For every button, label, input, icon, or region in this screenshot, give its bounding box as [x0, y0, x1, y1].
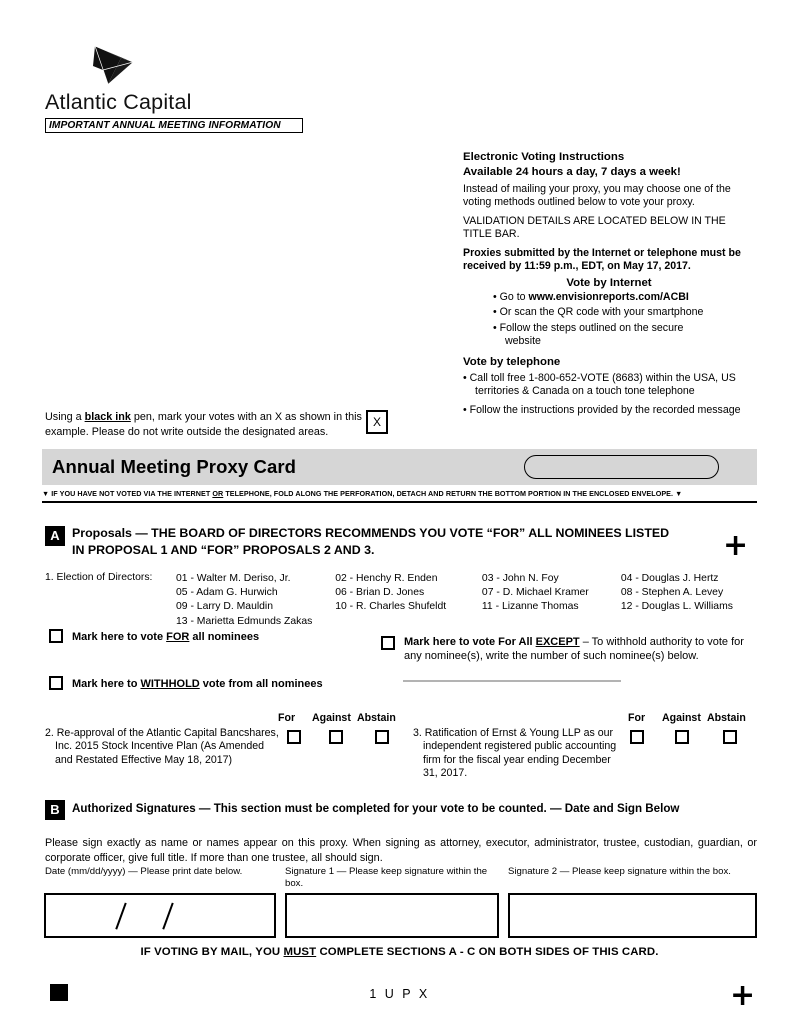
nominee-item: 12 - Douglas L. Williams — [620, 601, 733, 613]
nominee-item: 07 - D. Michael Kramer — [481, 587, 589, 599]
evi-deadline: Proxies submitted by the Internet or telephone must be received by 11:59 p.m., EDT, on May 17, 2017. — [463, 247, 741, 273]
perforation-rule — [42, 501, 757, 503]
vote-by-internet-heading: Vote by Internet — [566, 276, 652, 289]
mail-note-pre: IF VOTING BY MAIL, YOU — [140, 946, 284, 958]
internet-bullet-prefix: • Go to — [493, 290, 529, 303]
nominee-row — [176, 572, 756, 586]
registration-plus-icon-bottom: + — [730, 978, 756, 1013]
section-b-badge: B — [45, 800, 65, 820]
nominee-item: 09 - Larry D. Mauldin — [176, 601, 274, 613]
perforation-text-after: TELEPHONE, FOLD ALONG THE PERFORATION, DETACH AND RETURN THE BOTTOM PORTION IN THE ENCLOSED ENVELOPE. ▼ — [223, 489, 683, 498]
label-vote-for-all-em: FOR — [166, 631, 190, 643]
checkbox-proposal-2-abstain[interactable] — [375, 730, 389, 744]
proposal-1-label: 1. Election of Directors: — [45, 572, 153, 583]
label-withhold-pre: Mark here to — [72, 678, 141, 690]
proposal-2-header-abstain: Abstain — [357, 712, 396, 724]
internet-bullet-steps — [493, 322, 755, 349]
nominee-item: 03 - John N. Foy — [481, 573, 559, 584]
signature-1-label: Signature 1 — Please keep signature within the box. — [285, 866, 488, 889]
signature-2-label: Signature 2 — Please keep signature within the box. — [508, 866, 731, 877]
ink-instruction — [45, 410, 370, 439]
telephone-bullet-call-text: • Call toll free 1-800-652-VOTE (8683) within the USA, US — [463, 371, 736, 384]
signature-2-input-box[interactable] — [508, 893, 757, 938]
checkbox-proposal-2-for[interactable] — [287, 730, 301, 744]
nominee-item: 04 - Douglas J. Hertz — [620, 573, 719, 584]
proposal-2-text: 2. Re-approval of the Atlantic Capital Bancshares, Inc. 2015 Stock Incentive Plan (As Amended and Restated Effective May 18, 2017) — [45, 727, 279, 766]
evi-intro: Instead of mailing your proxy, you may choose one of the voting methods outlined below to vote your proxy. — [463, 183, 731, 208]
registration-plus-icon-top: + — [723, 528, 749, 563]
nominee-item: 05 - Adam G. Hurwich — [176, 587, 278, 599]
evi-heading: Electronic Voting Instructions — [463, 151, 625, 163]
section-a-heading-line1: Proposals — THE BOARD OF DIRECTORS RECOMMENDS YOU VOTE “FOR” ALL NOMINEES LISTED — [72, 526, 670, 540]
label-except-em: EXCEPT — [535, 636, 580, 648]
nominee-item: 02 - Henchy R. Enden — [335, 573, 438, 584]
nominee-item: 13 - Marietta Edmunds Zakas — [176, 615, 313, 627]
nominee-item: 08 - Stephen A. Levey — [620, 587, 724, 599]
label-for-all-except — [404, 635, 752, 664]
nominee-row — [176, 600, 756, 614]
ink-instruction-part2: pen, mark your votes with an X as shown in this example. Please do not write outside the designated areas. — [45, 411, 362, 438]
evi-validation: VALIDATION DETAILS ARE LOCATED BELOW IN THE TITLE BAR. — [463, 215, 726, 240]
label-vote-for-all — [72, 630, 259, 644]
checkbox-proposal-3-for[interactable] — [630, 730, 644, 744]
perforation-or: OR — [212, 489, 224, 498]
internet-bullet-steps-text: • Follow the steps outlined on the secure — [493, 321, 684, 334]
evi-availability: Available 24 hours a day, 7 days a week! — [463, 166, 681, 178]
date-input-box[interactable] — [44, 893, 276, 938]
internet-bullet-steps-cont: website — [505, 335, 541, 348]
proposal-2-header-for: For — [278, 712, 296, 724]
internet-bullets — [493, 291, 755, 349]
nominee-item: 11 - Lizanne Thomas — [481, 601, 579, 613]
label-except-pre: Mark here to vote For All — [404, 636, 536, 648]
date-field-label: Date (mm/dd/yyyy) — Please print date below. — [45, 866, 243, 877]
checkbox-proposal-3-against[interactable] — [675, 730, 689, 744]
important-info-banner: IMPORTANT ANNUAL MEETING INFORMATION — [45, 118, 303, 133]
paper-arrow-logo-icon — [91, 44, 135, 86]
internet-bullet-qr: • Or scan the QR code with your smartphone — [493, 306, 704, 319]
mail-note-post: COMPLETE SECTIONS A - C ON BOTH SIDES OF THIS CARD. — [316, 946, 659, 958]
company-name: Atlantic Capital — [45, 90, 192, 114]
ink-instruction-emphasis: black ink — [84, 411, 131, 423]
nominee-row — [176, 615, 756, 629]
label-withhold-em: WITHHOLD — [140, 678, 200, 690]
mail-voting-note — [0, 946, 799, 958]
nominee-item: 01 - Walter M. Deriso, Jr. — [176, 573, 291, 584]
checkbox-proposal-3-abstain[interactable] — [723, 730, 737, 744]
proposal-2-header-against: Against — [312, 712, 351, 724]
label-withhold-all — [72, 677, 323, 691]
section-a-heading-line2: IN PROPOSAL 1 AND “FOR” PROPOSALS 2 AND 3. — [72, 543, 375, 557]
ink-instruction-part1: Using a — [45, 411, 85, 423]
director-nominees-list — [176, 572, 756, 629]
signature-instruction: Please sign exactly as name or names appear on this proxy. When signing as attorney, executor, administrator, trustee, custodian, guardian, or corporate officer, give full title. If more than one trustee, all should sign. — [45, 837, 757, 864]
checkbox-withhold-all[interactable] — [49, 676, 63, 690]
section-a-heading — [72, 525, 722, 559]
mail-note-em: MUST — [283, 946, 317, 958]
label-vote-for-all-pre: Mark here to vote — [72, 631, 167, 643]
nominee-item: 10 - R. Charles Shufeldt — [335, 601, 447, 613]
proxy-card-title-bar — [42, 449, 757, 485]
label-withhold-post: vote from all nominees — [199, 678, 323, 690]
nominee-row — [176, 586, 756, 600]
page-title: Annual Meeting Proxy Card — [52, 456, 297, 477]
electronic-voting-instructions — [463, 150, 755, 420]
proposal-3-header-for: For — [628, 712, 646, 724]
except-nominee-numbers-input[interactable] — [403, 680, 621, 682]
internet-url[interactable]: www.envisionreports.com/ACBI — [528, 290, 689, 303]
checkbox-vote-for-all[interactable] — [49, 629, 63, 643]
internet-bullet-goto — [493, 291, 755, 304]
proposal-3-header-abstain: Abstain — [707, 712, 746, 724]
section-a-badge: A — [45, 526, 65, 546]
label-vote-for-all-post: all nominees — [189, 631, 260, 643]
checkbox-for-all-except[interactable] — [381, 636, 395, 650]
signature-1-input-box[interactable] — [285, 893, 499, 938]
form-code: 1 U P X — [369, 987, 430, 1001]
section-b-heading: Authorized Signatures — This section must be completed for your vote to be counted. — Date and Sign Below — [72, 802, 680, 815]
proposal-3-header-against: Against — [662, 712, 701, 724]
label-except-post: – To withhold authority to vote for any nominee(s), write the number of such nominee(s) below. — [404, 636, 744, 663]
vote-by-telephone-heading: Vote by telephone — [463, 355, 561, 368]
telephone-bullet-call — [463, 372, 755, 399]
proposal-3-text: 3. Ratification of Ernst & Young LLP as our independent registered public accounting firm for the fiscal year ending December 31, 2017. — [413, 727, 617, 780]
perforation-text-before: ▼ IF YOU HAVE NOT VOTED VIA THE INTERNET — [42, 489, 213, 498]
telephone-bullet-follow: • Follow the instructions provided by the recorded message — [463, 404, 741, 417]
checkbox-proposal-2-against[interactable] — [329, 730, 343, 744]
example-mark-box: X — [366, 410, 388, 434]
perforation-notice — [42, 489, 757, 498]
validation-details-field — [524, 455, 719, 479]
nominee-item: 06 - Brian D. Jones — [335, 587, 425, 599]
telephone-bullet-call-cont: territories & Canada on a touch tone telephone — [475, 385, 695, 397]
